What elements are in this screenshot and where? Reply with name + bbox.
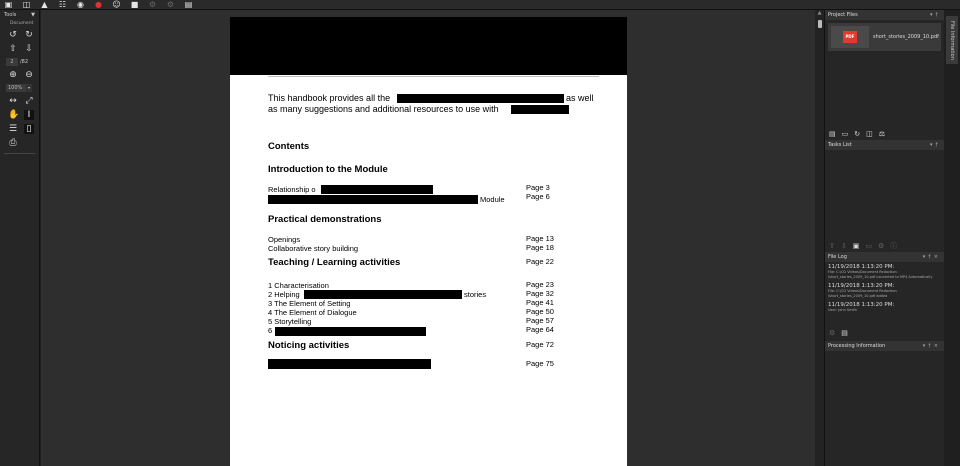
pin-icon[interactable]: ▼: [31, 12, 35, 18]
panel-controls-icon[interactable]: ▾†×: [922, 254, 941, 260]
panel-controls-icon[interactable]: ▾†×: [922, 342, 941, 349]
right-panel: [824, 10, 944, 466]
tasks-list-body: [825, 150, 944, 240]
project-files-title: Project Files: [828, 12, 858, 18]
document-page: [230, 17, 627, 466]
user-scan-icon[interactable]: ☺: [112, 0, 121, 9]
file-information-tab[interactable]: File Information: [946, 16, 958, 64]
processing-info-header: [825, 341, 944, 351]
section-noticing: Noticing activities: [268, 340, 350, 351]
total-pages: /82: [20, 59, 29, 65]
tools-panel-header: [0, 10, 39, 20]
item-openings: Openings: [268, 235, 301, 244]
log-detail: User: John Smith: [828, 308, 858, 312]
log-entry: [825, 300, 944, 315]
refresh-icon[interactable]: ↻: [854, 130, 861, 138]
redo-icon[interactable]: ↻: [25, 30, 33, 40]
item-characterisation: 1 Characterisation: [268, 281, 329, 290]
log-timestamp: 11/19/2018 1:13:20 PM:: [828, 283, 895, 289]
redaction-header: [230, 17, 627, 75]
file-log-spacer: [825, 315, 944, 327]
delete-icon[interactable]: ▭: [841, 130, 849, 138]
file-name: short_stories_2009_10.pdf: [873, 34, 939, 40]
page-up-icon[interactable]: ⇧: [9, 44, 17, 54]
item-setting: 3 The Element of Setting: [268, 299, 351, 308]
move-up-icon[interactable]: ⇧: [829, 242, 835, 250]
single-page-icon[interactable]: ▯: [24, 124, 34, 134]
project-files-header: [825, 10, 944, 20]
redaction-six: [275, 327, 426, 336]
export-icon[interactable]: ▤: [184, 0, 193, 9]
section-practical: Practical demonstrations: [268, 214, 382, 225]
page-ref-41: Page 41: [526, 298, 554, 307]
current-page-input[interactable]: 2: [6, 58, 18, 66]
item-stories: stories: [464, 290, 487, 299]
item-storytelling: 5 Storytelling: [268, 317, 312, 326]
delete-task-icon[interactable]: ▭: [865, 242, 872, 250]
contents-heading: Contents: [268, 141, 310, 152]
log-timestamp: 11/19/2018 1:13:20 PM:: [828, 264, 895, 270]
scale-icon[interactable]: ⚖: [878, 130, 886, 138]
export-log-icon[interactable]: ▤: [841, 328, 848, 337]
move-down-icon[interactable]: ⇩: [840, 242, 847, 250]
project-file-item[interactable]: [828, 23, 941, 51]
zoom-input[interactable]: 100%: [6, 84, 26, 92]
page-ref-32: Page 32: [526, 289, 554, 298]
folder-icon[interactable]: ◫: [866, 130, 873, 138]
processing-info-title: Processing Information: [828, 342, 886, 349]
log-entry: [825, 262, 944, 281]
item-helping: 2 Helping: [268, 290, 300, 299]
record-icon[interactable]: ●: [95, 0, 102, 9]
redaction-module: [268, 195, 478, 204]
page-ref-23: Page 23: [526, 280, 554, 289]
redaction-noticing: [268, 359, 431, 369]
intro-line1-end: as well: [566, 93, 594, 103]
text-select-icon[interactable]: I: [24, 110, 34, 120]
panel-controls-icon[interactable]: ▾†: [929, 142, 941, 148]
print-icon[interactable]: ⎙: [9, 138, 17, 148]
intro-line1-start: This handbook provides all the: [268, 93, 391, 103]
pdf-badge: PDF: [843, 31, 857, 43]
undo-icon[interactable]: ↺: [9, 30, 17, 40]
divider: [4, 153, 35, 154]
zoom-out-icon[interactable]: ⊖: [25, 70, 33, 80]
scroll-up-icon[interactable]: ▲: [817, 10, 822, 16]
scroll-thumb[interactable]: [818, 20, 822, 28]
page-ref-22: Page 22: [526, 257, 554, 266]
pdf-file-icon: [831, 26, 869, 48]
tasks-toolbar: [825, 240, 944, 252]
main-toolbar: [0, 0, 960, 10]
task-settings-icon[interactable]: ⚙: [878, 242, 885, 250]
intro-line2: as many suggestions and additional resources to use with: [268, 104, 499, 114]
fit-page-icon[interactable]: ⤢: [25, 96, 33, 106]
redaction-intro-1: [397, 94, 564, 103]
document-section-label: Document: [10, 21, 34, 26]
item-module: Module: [480, 195, 505, 204]
redaction-intro-2: [511, 105, 569, 114]
page-ref-13: Page 13: [526, 234, 554, 243]
save-task-icon[interactable]: ▣: [852, 242, 860, 250]
zoom-dropdown-icon[interactable]: ▾: [27, 85, 30, 90]
tools-panel: [0, 10, 40, 466]
item-dialogue: 4 The Element of Dialogue: [268, 308, 357, 317]
item-relationship: Relationship o: [268, 185, 316, 194]
side-tab-strip: [944, 10, 960, 466]
panel-controls-icon[interactable]: ▾†: [929, 12, 941, 18]
project-files-toolbar: [825, 128, 944, 140]
page-ref-75: Page 75: [526, 359, 554, 368]
tasks-list-title: Tasks List: [828, 142, 852, 148]
file-log-header: [825, 252, 944, 262]
page-ref-72: Page 72: [526, 340, 554, 349]
info-icon[interactable]: ⓘ: [890, 242, 898, 250]
add-file-icon[interactable]: ▤: [829, 130, 836, 138]
page-ref-3: Page 3: [526, 183, 550, 192]
log-detail: File: C:\CG Videos\Document Redaction \short_stories_2009_10.pdf added: [828, 289, 897, 298]
page-down-icon[interactable]: ⇩: [25, 44, 33, 54]
redaction-helping: [304, 290, 462, 299]
header-rule: [268, 76, 599, 77]
section-teaching: Teaching / Learning activities: [268, 257, 401, 268]
project-files-body: [825, 54, 944, 128]
page-ref-50: Page 50: [526, 307, 554, 316]
page-ref-64: Page 64: [526, 325, 554, 334]
gear-icon[interactable]: ⚙: [166, 0, 175, 9]
item-six: 6: [268, 326, 273, 335]
clear-log-icon[interactable]: ⚙: [829, 328, 836, 337]
file-log-toolbar: [825, 327, 944, 339]
hand-tool-icon[interactable]: ✋: [8, 110, 20, 120]
zoom-in-icon[interactable]: ⊕: [9, 70, 17, 80]
page-ref-6: Page 6: [526, 192, 550, 201]
page-ref-57: Page 57: [526, 316, 554, 325]
open-folder-icon[interactable]: ◫: [22, 0, 31, 9]
page-ref-18: Page 18: [526, 243, 554, 252]
log-entry: [825, 281, 944, 300]
log-detail: File: C:\CG Videos\Document Redaction \short_stories_2009_10.pdf converted to MP4 Automatically: [828, 270, 933, 279]
tasks-list-header: [825, 140, 944, 150]
save-icon[interactable]: ▣: [4, 0, 13, 9]
log-timestamp: 11/19/2018 1:13:20 PM:: [828, 302, 895, 308]
upload-icon[interactable]: ▲: [41, 0, 48, 9]
lock-icon[interactable]: ■: [130, 0, 139, 9]
list-view-icon[interactable]: ☰: [8, 124, 18, 134]
item-collab: Collaborative story building: [268, 244, 359, 253]
network-icon[interactable]: ☷: [58, 0, 67, 9]
camera-icon[interactable]: ◉: [77, 0, 84, 9]
redaction-relationship: [321, 185, 433, 194]
file-log-title: File Log: [828, 254, 847, 260]
section-intro: Introduction to the Module: [268, 164, 388, 175]
tools-title: Tools: [4, 12, 17, 18]
vertical-scrollbar[interactable]: [815, 10, 824, 466]
settings-icon[interactable]: ⚙: [148, 0, 157, 9]
fit-width-icon[interactable]: ↔: [9, 96, 17, 106]
